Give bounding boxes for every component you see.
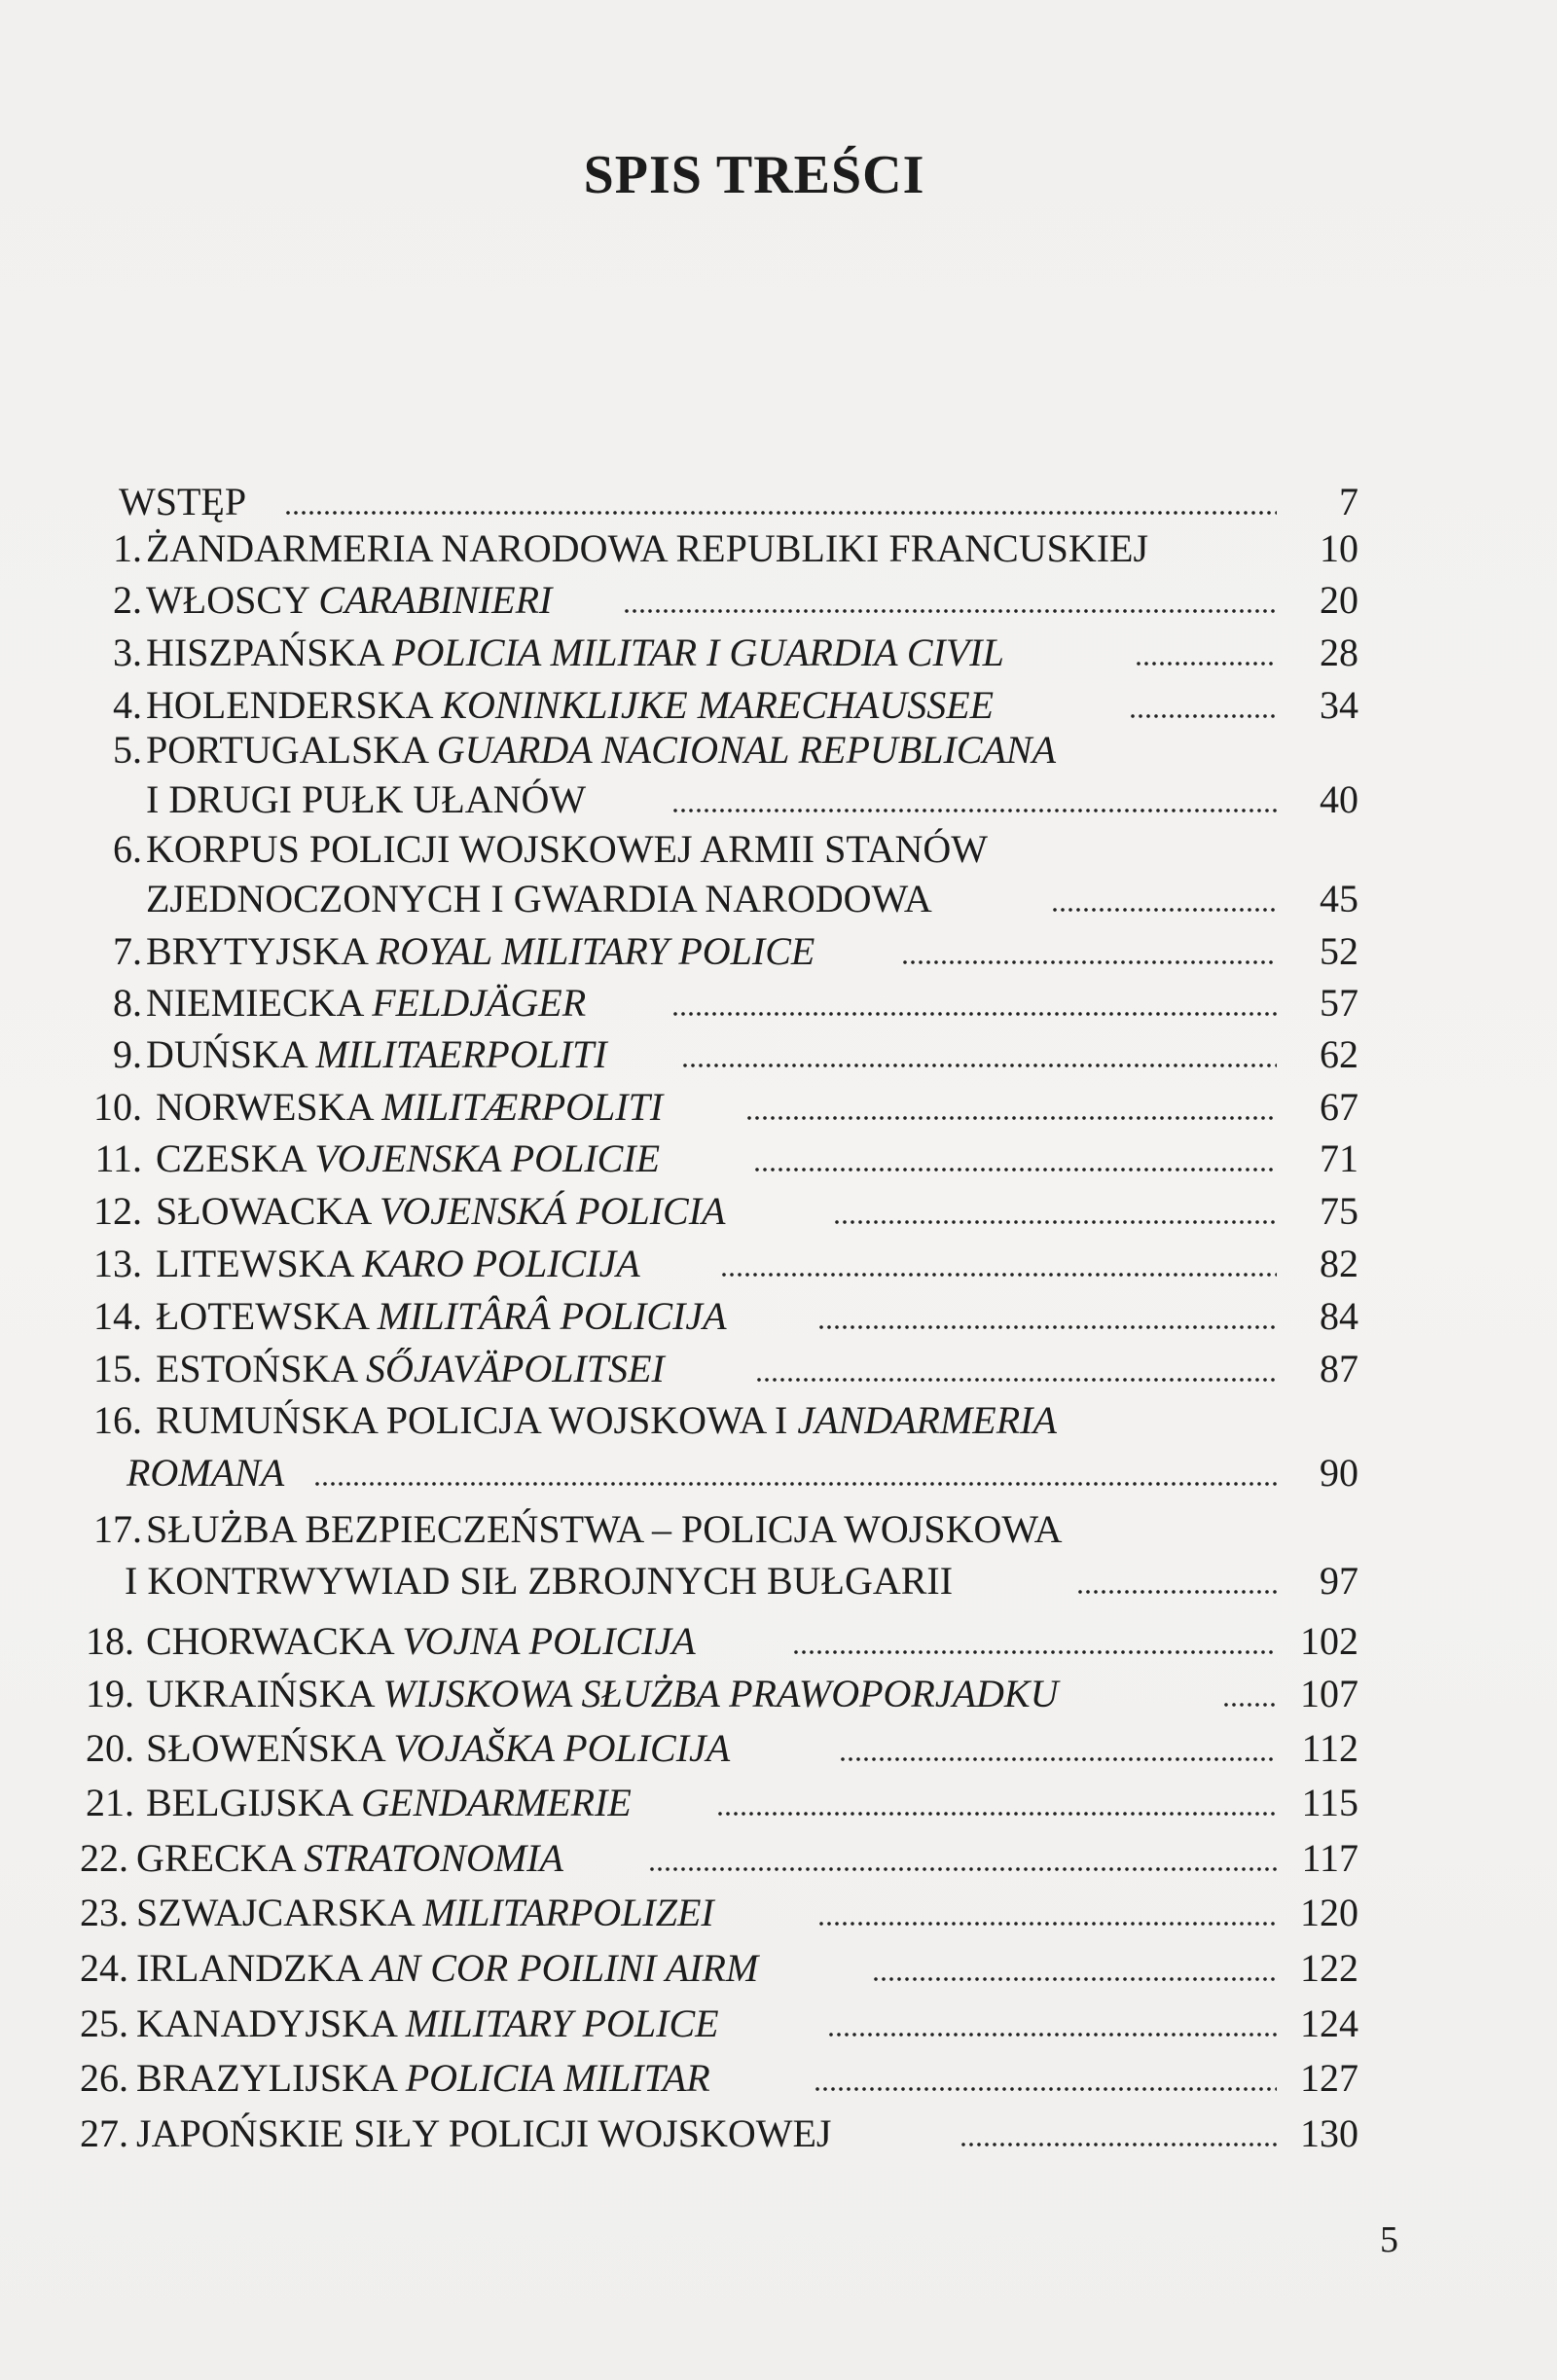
toc-entry-page: 7 <box>1339 480 1358 523</box>
toc-entry <box>0 1184 1557 1239</box>
toc-entry <box>0 1667 1557 1721</box>
toc-entry-title: SŁOWACKA VOJENSKÁ POLICIA <box>156 1189 726 1233</box>
toc-entry-page: 52 <box>1320 929 1358 973</box>
toc-entry-number: 5. <box>113 728 142 772</box>
toc-entry <box>0 822 1557 877</box>
toc-entry-title: DUŃSKA MILITAERPOLITI <box>146 1032 607 1076</box>
dot-leader <box>753 1165 1277 1174</box>
toc-entry-page: 107 <box>1300 1672 1358 1715</box>
dot-leader <box>681 1061 1277 1070</box>
toc-entry-continuation <box>0 872 1557 926</box>
toc-entry <box>0 1342 1557 1396</box>
toc-entry-page: 57 <box>1320 981 1358 1025</box>
dot-leader <box>313 1479 1277 1489</box>
toc-entry-number: 20. <box>86 1726 134 1770</box>
toc-entry-title: SZWAJCARSKA MILITARPOLIZEI <box>136 1891 714 1934</box>
toc-entry-number: 24. <box>80 1946 128 1990</box>
toc-entry-title: BRYTYJSKA ROYAL MILITARY POLICE <box>146 929 815 973</box>
toc-entry <box>0 723 1557 777</box>
toc-entry-title: KORPUS POLICJI WOJSKOWEJ ARMII STANÓW <box>146 827 988 871</box>
toc-entry-page: 34 <box>1320 683 1358 727</box>
dot-leader <box>1222 1700 1277 1710</box>
toc-entry <box>0 1502 1557 1557</box>
toc-entry <box>0 1614 1557 1669</box>
toc-entry <box>0 1721 1557 1776</box>
toc-entry-page: 130 <box>1300 2111 1358 2155</box>
toc-entry-number: 6. <box>113 827 142 871</box>
toc-entry-continuation <box>0 1554 1557 1608</box>
toc-entry-title: ESTOŃSKA SŐJAVÄPOLITSEI <box>156 1347 665 1390</box>
toc-entry-number: 22. <box>80 1836 128 1880</box>
toc-entry-number: 10. <box>93 1085 142 1129</box>
toc-entry-number: 1. <box>113 526 142 570</box>
toc-entry-page: 62 <box>1320 1032 1358 1076</box>
toc-entry-page: 115 <box>1301 1781 1358 1824</box>
toc-entry <box>0 573 1557 628</box>
dot-leader <box>817 1919 1277 1929</box>
toc-entry-page: 75 <box>1320 1189 1358 1233</box>
toc-entry-title: NORWESKA MILITÆRPOLITI <box>156 1085 664 1129</box>
toc-entry-continuation <box>0 773 1557 827</box>
toc-entry-number: 12. <box>93 1189 142 1233</box>
toc-entry-title-line2: I DRUGI PUŁK UŁANÓW <box>146 777 587 821</box>
toc-entry-page: 45 <box>1320 877 1358 920</box>
toc-entry-page: 124 <box>1300 2001 1358 2045</box>
dot-leader <box>1135 659 1277 668</box>
toc-entry-title: HISZPAŃSKA POLICIA MILITAR I GUARDIA CIVIL <box>146 631 1004 674</box>
toc-entry-title-line2: ZJEDNOCZONYCH I GWARDIA NARODOWA <box>146 877 932 920</box>
toc-entry-page: 71 <box>1320 1136 1358 1180</box>
toc-entry-number: 2. <box>113 578 142 622</box>
toc-entry <box>0 976 1557 1030</box>
dot-leader <box>827 2030 1277 2039</box>
toc-entry-title: UKRAIŃSKA WIJSKOWA SŁUŻBA PRAWOPORJADKU <box>146 1672 1059 1715</box>
page-title: SPIS TREŚCI <box>583 145 925 205</box>
toc-entry-page: 84 <box>1320 1294 1358 1338</box>
toc-entry-title: BELGIJSKA GENDARMERIE <box>146 1781 632 1824</box>
toc-entry-number: 11. <box>94 1136 142 1180</box>
toc-entry-continuation <box>0 1446 1557 1500</box>
page-number: 5 <box>1380 2219 1398 2260</box>
toc-entry-title: ŻANDARMERIA NARODOWA REPUBLIKI FRANCUSKIEJ <box>146 526 1149 570</box>
toc-entry-title: KANADYJSKA MILITARY POLICE <box>136 2001 719 2045</box>
toc-entry-number: 7. <box>113 929 142 973</box>
dot-leader <box>872 1974 1277 1984</box>
toc-entry-number: 15. <box>93 1347 142 1390</box>
toc-entry-title: ŁOTEWSKA MILITÂRÂ POLICIJA <box>156 1294 727 1338</box>
toc-entry-page: 67 <box>1320 1085 1358 1129</box>
dot-leader <box>839 1754 1277 1764</box>
dot-leader <box>817 1322 1277 1332</box>
toc-entry-title: HOLENDERSKA KONINKLIJKE MARECHAUSSEE <box>146 683 995 727</box>
toc-entry-number: 21. <box>86 1781 134 1824</box>
toc-entry-title: SŁUŻBA BEZPIECZEŃSTWA – POLICJA WOJSKOWA <box>146 1507 1063 1551</box>
toc-entry-title: WSTĘP <box>119 480 247 523</box>
toc-entry-title-line2: I KONTRWYWIAD SIŁ ZBROJNYCH BUŁGARII <box>125 1559 954 1603</box>
toc-entry-title: NIEMIECKA FELDJÄGER <box>146 981 587 1025</box>
toc-entry-title: GRECKA STRATONOMIA <box>136 1836 563 1880</box>
toc-entry-page: 40 <box>1320 777 1358 821</box>
toc-entry-number: 8. <box>113 981 142 1025</box>
dot-leader <box>901 957 1277 967</box>
dot-leader <box>720 1270 1277 1280</box>
toc-entry-title: PORTUGALSKA GUARDA NACIONAL REPUBLICANA <box>146 728 1057 772</box>
toc-entry-page: 20 <box>1320 578 1358 622</box>
toc-entry-title: WŁOSCY CARABINIERI <box>146 578 553 622</box>
dot-leader <box>671 806 1277 815</box>
toc-entry <box>0 522 1557 576</box>
dot-leader <box>623 606 1277 616</box>
toc-entry <box>0 2051 1557 2106</box>
toc-entry-page: 97 <box>1320 1559 1358 1603</box>
toc-entry-page: 117 <box>1301 1836 1358 1880</box>
toc-entry-title: LITEWSKA KARO POLICIJA <box>156 1242 640 1285</box>
dot-leader <box>1129 711 1277 721</box>
toc-entry-page: 87 <box>1320 1347 1358 1390</box>
dot-leader <box>833 1217 1277 1227</box>
dot-leader <box>716 1809 1277 1819</box>
toc-entry-number: 26. <box>80 2056 128 2100</box>
toc-entry-title: JAPOŃSKIE SIŁY POLICJI WOJSKOWEJ <box>136 2111 832 2155</box>
toc-entry <box>0 1028 1557 1082</box>
dot-leader <box>755 1375 1277 1385</box>
toc-entry-number: 25. <box>80 2001 128 2045</box>
toc-entry <box>0 2107 1557 2161</box>
toc-entry-title: CHORWACKA VOJNA POLICIJA <box>146 1619 696 1663</box>
toc-entry <box>0 626 1557 680</box>
toc-entry-page: 127 <box>1300 2056 1358 2100</box>
toc-entry <box>0 1886 1557 1940</box>
toc-entry <box>0 1289 1557 1344</box>
toc-entry-number: 16. <box>93 1398 142 1442</box>
dot-leader <box>745 1113 1277 1123</box>
toc-entry-page: 102 <box>1300 1619 1358 1663</box>
toc-entry <box>0 1080 1557 1135</box>
dot-leader <box>792 1647 1277 1657</box>
dot-leader <box>1051 905 1277 915</box>
toc-entry-number: 13. <box>93 1242 142 1285</box>
toc-entry-title: SŁOWEŃSKA VOJAŠKA POLICIJA <box>146 1726 731 1770</box>
toc-entry-page: 112 <box>1301 1726 1358 1770</box>
toc-entry <box>0 1941 1557 1996</box>
toc-entry-number: 9. <box>113 1032 142 1076</box>
toc-entry-title-line2: ROMANA <box>127 1451 285 1495</box>
toc-entry-page: 90 <box>1320 1451 1358 1495</box>
toc-entry-number: 4. <box>113 683 142 727</box>
dot-leader <box>814 2084 1277 2094</box>
toc-entry-page: 120 <box>1300 1891 1358 1934</box>
toc-entry-number: 14. <box>93 1294 142 1338</box>
toc-entry <box>0 924 1557 979</box>
dot-leader <box>1076 1587 1277 1597</box>
toc-entry-number: 27. <box>80 2111 128 2155</box>
toc-entry-number: 19. <box>86 1672 134 1715</box>
toc-entry-number: 23. <box>80 1891 128 1934</box>
toc-entry <box>0 1831 1557 1886</box>
toc-entry-number: 18. <box>86 1619 134 1663</box>
toc-entry <box>0 1997 1557 2051</box>
toc-entry <box>0 1237 1557 1291</box>
toc-entry-number: 17. <box>93 1507 142 1551</box>
toc-entry-title: CZESKA VOJENSKA POLICIE <box>156 1136 661 1180</box>
toc-entry <box>0 1393 1557 1448</box>
dot-leader <box>960 2140 1277 2149</box>
toc-entry-title: BRAZYLIJSKA POLICIA MILITAR <box>136 2056 710 2100</box>
dot-leader <box>648 1864 1277 1874</box>
toc-entry <box>0 1132 1557 1186</box>
toc-entry-page: 28 <box>1320 631 1358 674</box>
toc-entry-number: 3. <box>113 631 142 674</box>
toc-entry-title: RUMUŃSKA POLICJA WOJSKOWA I JANDARMERIA <box>156 1398 1057 1442</box>
dot-leader <box>671 1009 1277 1019</box>
toc-entry-page: 10 <box>1320 526 1358 570</box>
toc-entry-page: 82 <box>1320 1242 1358 1285</box>
toc-entry-page: 122 <box>1300 1946 1358 1990</box>
toc-entry-title: IRLANDZKA AN COR POILINI AIRM <box>136 1946 759 1990</box>
toc-entry <box>0 1776 1557 1830</box>
dot-leader <box>284 508 1277 518</box>
